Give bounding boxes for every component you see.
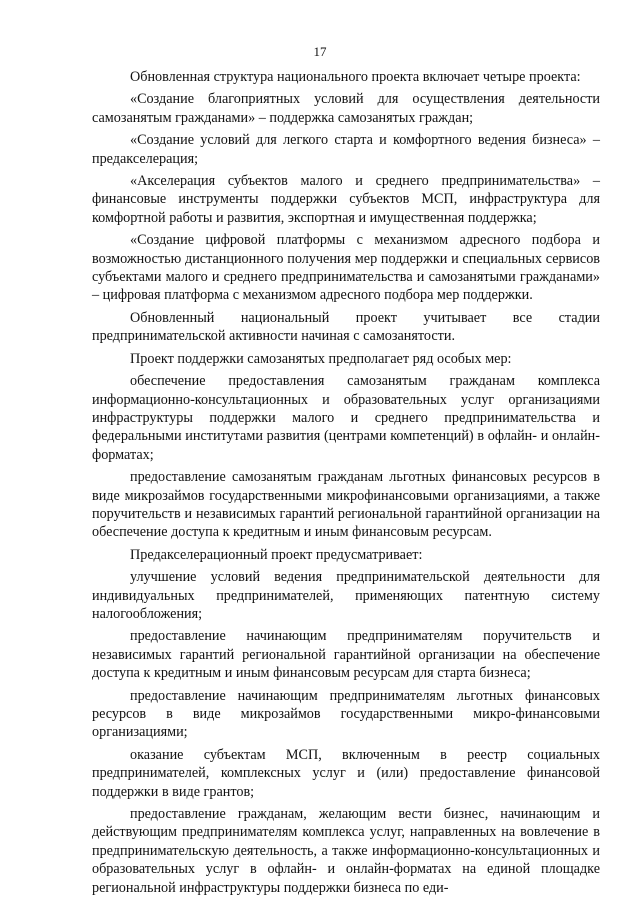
paragraph-stages: Обновленный национальный проект учитывает все стадии предпринимательской активности начиная с самозанятости. bbox=[92, 309, 600, 345]
document-body bbox=[92, 68, 600, 901]
paragraph-preacceleration-guarantees: предоставление начинающим предпринимателям поручительств и независимых гарантий региональной гарантийной организации на обеспечение доступа к кредитным и иным финансовым ресурсам для старта бизнеса; bbox=[92, 628, 600, 682]
paragraph-structure-intro: Обновленная структура национального проекта включает четыре проекта: bbox=[130, 69, 581, 85]
paragraph-preacceleration-services: предоставление гражданам, желающим вести бизнес, начинающим и действующим предпринимателям комплекса услуг, направленных на вовлечение в предпринимательскую деятельность, а также информационно-консультационных и образовательных услуг в офлайн- и онлайн-форматах на единой площадке региональной инфраструктуры поддержки бизнеса по еди- bbox=[92, 806, 600, 896]
paragraph-self-employed-measure-services: обеспечение предоставления самозанятым гражданам комплекса информационно-консультационных и образовательных услуг организациями инфраструктуры поддержки малого и среднего предпринимательства и федеральными институтами развития (центрами компетенций) в офлайн- и онлайн-форматах; bbox=[92, 373, 600, 463]
paragraph-preacceleration-patent: улучшение условий ведения предпринимательской деятельности для индивидуальных предпринимателей, применяющих патентную систему налогообложения; bbox=[92, 569, 600, 622]
paragraph-project-self-employed: «Создание благоприятных условий для осуществления деятельности самозанятым гражданами» – поддержка самозанятых граждан; bbox=[92, 91, 600, 126]
paragraph-project-preacceleration: «Создание условий для легкого старта и комфортного ведения бизнеса» – предакселерация; bbox=[92, 132, 600, 167]
page-number: 17 bbox=[313, 44, 327, 59]
paragraph-project-acceleration: «Акселерация субъектов малого и среднего предпринимательства» – финансовые инструменты поддержки субъектов МСП, инфраструктура для комфортной работы и развития, экспортная и имущественная поддержка; bbox=[92, 173, 600, 226]
paragraph-project-digital-platform: «Создание цифровой платформы с механизмом адресного подбора и возможностью дистанционного получения мер поддержки и специальных сервисов субъектами малого и среднего предпринимательства и самозанятыми гражданами» – цифровая платформа с механизмом адресного подбора мер поддержки. bbox=[92, 232, 600, 304]
paragraph-preacceleration-intro: Предакселерационный проект предусматривает: bbox=[130, 546, 423, 563]
paragraph-self-employed-measures-intro: Проект поддержки самозанятых предполагает ряд особых мер: bbox=[130, 350, 512, 367]
paragraph-self-employed-measure-finance: предоставление самозанятым гражданам льготных финансовых ресурсов в виде микрозаймов государственными микрофинансовыми организациями, а также поручительств и независимых гарантий региональной гарантийной организации на обеспечение доступа к кредитным и иным финансовым ресурсам. bbox=[92, 469, 600, 541]
paragraph-preacceleration-social: оказание субъектам МСП, включенным в реестр социальных предпринимателей, комплексных услуг и (или) предоставление финансовой поддержки в виде грантов; bbox=[92, 746, 600, 800]
paragraph-preacceleration-microloans: предоставление начинающим предпринимателям льготных финансовых ресурсов в виде микрозаймов государственными микро-финансовыми организациями; bbox=[92, 687, 600, 741]
